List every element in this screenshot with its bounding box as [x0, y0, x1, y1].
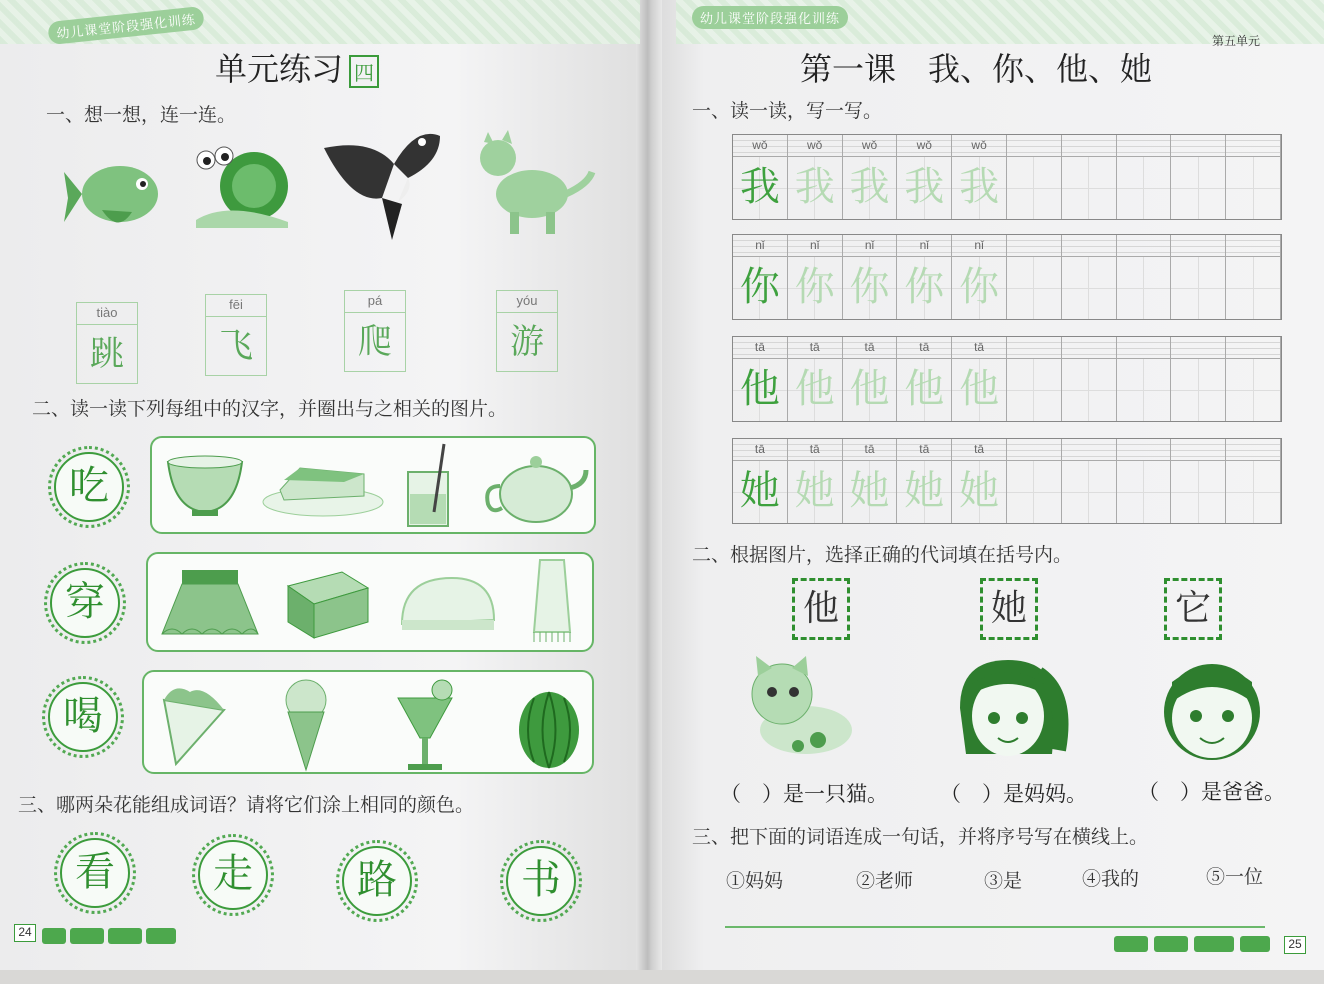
answer-line[interactable]: [725, 926, 1265, 928]
flower-zou[interactable]: 走: [198, 840, 268, 910]
blank-writing-cell[interactable]: [1007, 157, 1062, 219]
cake-slice-image: [156, 680, 232, 766]
blank-writing-cell[interactable]: [1226, 157, 1281, 219]
blank-writing-cell[interactable]: [1007, 359, 1062, 421]
pinyin-cell: tā: [733, 337, 788, 358]
blank-writing-cell[interactable]: [1062, 359, 1117, 421]
option-5: ⑤一位: [1206, 866, 1264, 888]
train-car-decoration: [1114, 936, 1148, 952]
right-question-2: 二、根据图片，选择正确的代词填在括号内。: [692, 544, 1073, 566]
pinyin-cell: wǒ: [788, 135, 843, 156]
trace-char-cell[interactable]: 他: [897, 359, 952, 421]
pinyin-cell: nǐ: [952, 235, 1007, 256]
trace-char-cell[interactable]: 她: [843, 461, 898, 523]
writing-row-ta-female: [732, 438, 1282, 524]
empty-cell: [1062, 135, 1117, 156]
trace-char-cell[interactable]: 你: [952, 257, 1007, 319]
pinyin-cell: nǐ: [733, 235, 788, 256]
option-4: ④我的: [1082, 868, 1140, 890]
empty-cell: [1171, 337, 1226, 358]
pinyin-cell: wǒ: [733, 135, 788, 156]
trace-char-cell[interactable]: 我: [897, 157, 952, 219]
pinyin-cell: tā: [788, 337, 843, 358]
train-car-decoration: [108, 928, 142, 944]
train-car-decoration: [1194, 936, 1234, 952]
char-card-tiao: [76, 302, 138, 384]
empty-cell: [1117, 337, 1172, 358]
pinyin-cell: tā: [897, 439, 952, 460]
empty-cell: [1062, 337, 1117, 358]
juice-glass-image: [394, 676, 456, 776]
option-1: ①妈妈: [726, 870, 784, 892]
hanzi-label: 游: [496, 312, 558, 372]
scarf-image: [520, 558, 584, 646]
sentence-mom[interactable]: （ ）是妈妈。: [940, 782, 1087, 806]
pinyin-label: fēi: [205, 294, 267, 316]
cap-image: [398, 572, 498, 638]
trace-char-cell[interactable]: 她: [952, 461, 1007, 523]
wear-picture-group: [146, 552, 594, 652]
snail-image: [188, 140, 300, 232]
trace-char-cell[interactable]: 我: [952, 157, 1007, 219]
cake-plate-image: [260, 456, 386, 518]
pinyin-cell: wǒ: [897, 135, 952, 156]
blank-writing-cell[interactable]: [1171, 257, 1226, 319]
group-char-he: 喝: [48, 682, 118, 752]
empty-cell: [1226, 135, 1281, 156]
teapot-image: [482, 448, 590, 526]
model-char-cell: 她: [733, 461, 788, 523]
left-page-number: 24: [14, 924, 36, 942]
blank-writing-cell[interactable]: [1171, 157, 1226, 219]
ice-cream-image: [280, 678, 332, 772]
empty-cell: [1007, 235, 1062, 256]
right-page-title: 第一课 我、你、他、她: [800, 50, 1153, 88]
pinyin-cell: tā: [952, 337, 1007, 358]
train-car-decoration: [42, 928, 66, 944]
blank-writing-cell[interactable]: [1171, 359, 1226, 421]
sentence-dad[interactable]: （ ）是爸爸。: [1138, 780, 1285, 804]
swallow-image: [322, 118, 448, 244]
blank-writing-cell[interactable]: [1226, 461, 1281, 523]
blank-writing-cell[interactable]: [1226, 257, 1281, 319]
cat-walking-image: [470, 130, 596, 238]
train-car-decoration: [70, 928, 104, 944]
empty-cell: [1171, 235, 1226, 256]
train-car-decoration: [1240, 936, 1270, 952]
hanzi-label: 跳: [76, 324, 138, 384]
eat-picture-group: [150, 436, 596, 534]
empty-cell: [1007, 439, 1062, 460]
sentence-cat[interactable]: （ ）是一只猫。: [720, 782, 888, 806]
trace-char-cell[interactable]: 我: [788, 157, 843, 219]
right-page-number: 25: [1284, 936, 1306, 954]
empty-cell: [1062, 439, 1117, 460]
trace-char-cell[interactable]: 她: [788, 461, 843, 523]
right-question-3: 三、把下面的词语连成一句话，并将序号写在横线上。: [692, 826, 1149, 848]
empty-cell: [1171, 135, 1226, 156]
trace-char-cell[interactable]: 他: [843, 359, 898, 421]
train-engine-decoration: [146, 928, 176, 944]
blank-writing-cell[interactable]: [1117, 461, 1172, 523]
flower-shu[interactable]: 书: [506, 846, 576, 916]
pinyin-cell: tā: [788, 439, 843, 460]
pinyin-label: tiào: [76, 302, 138, 324]
blank-writing-cell[interactable]: [1117, 359, 1172, 421]
girl-face-image: [952, 654, 1070, 766]
title-badge: 四: [349, 55, 379, 88]
empty-cell: [1117, 439, 1172, 460]
char-card-you: [496, 290, 558, 372]
writing-row-wo: [732, 134, 1282, 220]
flower-lu[interactable]: 路: [342, 846, 412, 916]
left-question-2: 二、读一读下列每组中的汉字，并圈出与之相关的图片。: [32, 398, 508, 420]
pinyin-cell: tā: [952, 439, 1007, 460]
blank-writing-cell[interactable]: [1007, 257, 1062, 319]
pinyin-cell: nǐ: [843, 235, 898, 256]
hanzi-label: 飞: [205, 316, 267, 376]
kitten-image: [742, 654, 860, 762]
trace-char-cell[interactable]: 你: [897, 257, 952, 319]
writing-row-ni: [732, 234, 1282, 320]
drink-picture-group: [142, 670, 594, 774]
pinyin-cell: nǐ: [788, 235, 843, 256]
pinyin-cell: tā: [897, 337, 952, 358]
trace-char-cell[interactable]: 她: [897, 461, 952, 523]
bowl-image: [164, 454, 246, 518]
boy-face-image: [1156, 652, 1268, 764]
option-2: ②老师: [856, 870, 914, 892]
pinyin-label: pá: [344, 290, 406, 312]
empty-cell: [1171, 439, 1226, 460]
trace-char-cell[interactable]: 你: [788, 257, 843, 319]
skirt-image: [160, 568, 260, 638]
blank-writing-cell[interactable]: [1062, 461, 1117, 523]
pinyin-cell: tā: [843, 337, 898, 358]
pronoun-ta-it: 它: [1164, 578, 1222, 640]
trace-char-cell[interactable]: 他: [788, 359, 843, 421]
model-char-cell: 你: [733, 257, 788, 319]
empty-cell: [1226, 235, 1281, 256]
blank-writing-cell[interactable]: [1117, 157, 1172, 219]
group-char-chi: 吃: [54, 452, 124, 522]
pronoun-ta-he: 他: [792, 578, 850, 640]
right-series-title: 幼儿课堂阶段强化训练: [692, 6, 848, 29]
book-spine: [636, 0, 662, 970]
empty-cell: [1226, 337, 1281, 358]
trace-char-cell[interactable]: 我: [843, 157, 898, 219]
drink-glass-image: [404, 442, 454, 530]
left-page-title: [215, 44, 379, 90]
char-card-pa: [344, 290, 406, 372]
title-text: 单元练习: [215, 50, 344, 88]
empty-cell: [1226, 439, 1281, 460]
pinyin-cell: wǒ: [843, 135, 898, 156]
blank-writing-cell[interactable]: [1007, 461, 1062, 523]
blank-writing-cell[interactable]: [1226, 359, 1281, 421]
model-char-cell: 他: [733, 359, 788, 421]
blank-writing-cell[interactable]: [1062, 157, 1117, 219]
blank-writing-cell[interactable]: [1062, 257, 1117, 319]
unit-label: 第五单元: [1212, 34, 1261, 48]
trace-char-cell[interactable]: 你: [843, 257, 898, 319]
left-series-title: 幼儿课堂阶段强化训练: [47, 6, 205, 45]
hanzi-label: 爬: [344, 312, 406, 372]
pinyin-label: yóu: [496, 290, 558, 312]
empty-cell: [1007, 337, 1062, 358]
empty-cell: [1117, 135, 1172, 156]
fish-image: [62, 150, 164, 242]
pinyin-cell: tā: [733, 439, 788, 460]
pinyin-cell: tā: [843, 439, 898, 460]
blank-writing-cell[interactable]: [1171, 461, 1226, 523]
writing-row-ta-male: [732, 336, 1282, 422]
left-question-3: 三、哪两朵花能组成词语？请将它们涂上相同的颜色。: [18, 794, 475, 816]
empty-cell: [1117, 235, 1172, 256]
blank-writing-cell[interactable]: [1117, 257, 1172, 319]
empty-cell: [1007, 135, 1062, 156]
watermelon-image: [516, 676, 582, 772]
char-card-fei: [205, 294, 267, 376]
trace-char-cell[interactable]: 他: [952, 359, 1007, 421]
flower-kan[interactable]: 看: [60, 838, 130, 908]
box-image: [282, 566, 372, 640]
train-car-decoration: [1154, 936, 1188, 952]
empty-cell: [1062, 235, 1117, 256]
pinyin-cell: nǐ: [897, 235, 952, 256]
right-question-1: 一、读一读，写一写。: [692, 100, 883, 122]
model-char-cell: 我: [733, 157, 788, 219]
group-char-chuan: 穿: [50, 568, 120, 638]
option-3: ③是: [984, 870, 1023, 892]
pronoun-ta-she: 她: [980, 578, 1038, 640]
pinyin-cell: wǒ: [952, 135, 1007, 156]
left-question-1: 一、想一想，连一连。: [46, 104, 237, 126]
